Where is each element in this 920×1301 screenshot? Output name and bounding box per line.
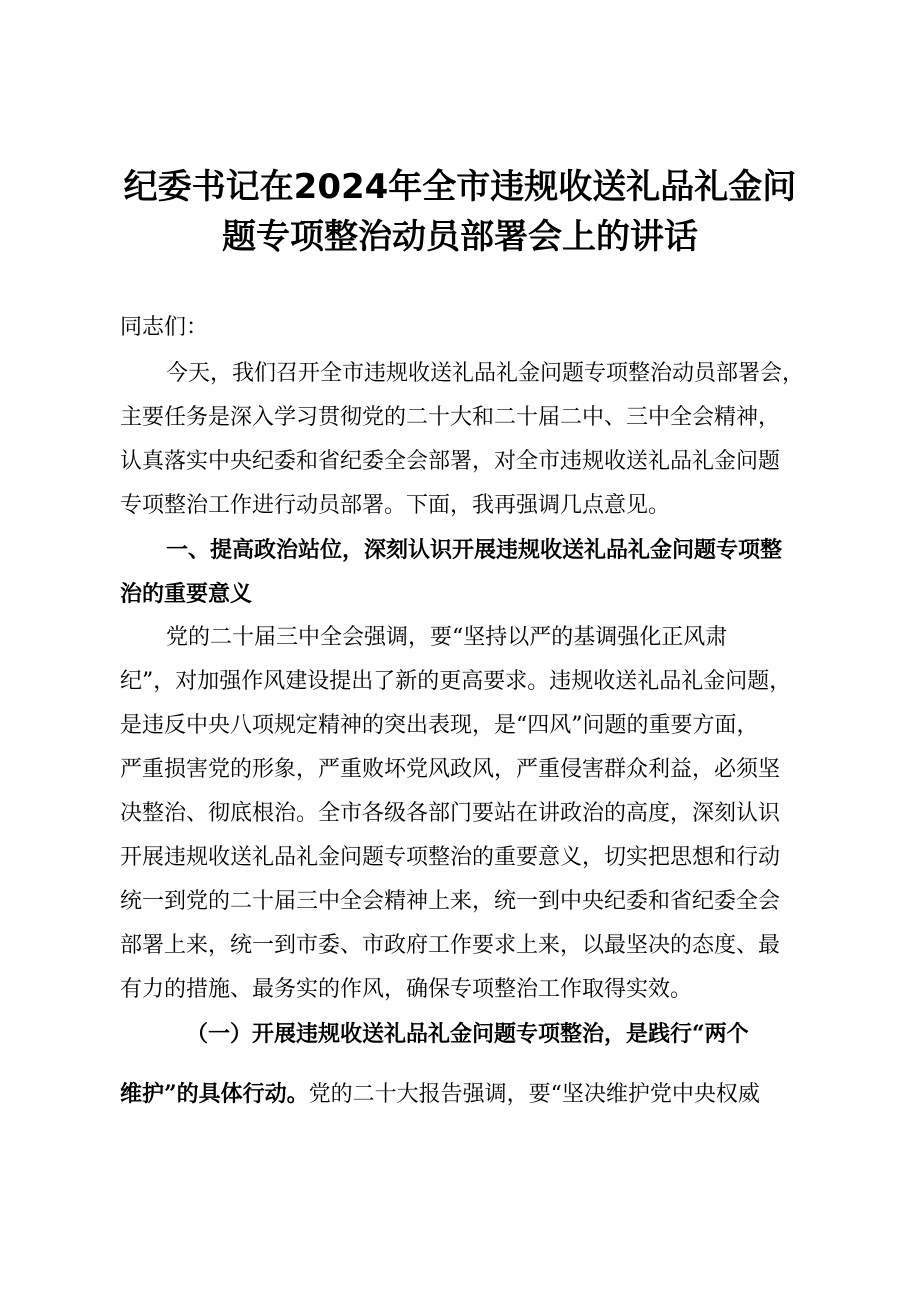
subsection-heading-line-1: （一）开展违规收送礼品礼金问题专项整治，是践行“两个 bbox=[186, 1021, 749, 1047]
paragraph-2-line-7: 统一到党的二十届三中全会精神上来，统一到中央纪委和省纪委全会 bbox=[120, 889, 781, 914]
paragraph-2-line-3: 是违反中央八项规定精神的突出表现，是“四风”问题的重要方面， bbox=[120, 713, 759, 738]
paragraph-2-line-8: 部署上来，统一到市委、市政府工作要求上来，以最坚决的态度、最 bbox=[120, 933, 781, 958]
greeting: 同志们： bbox=[120, 315, 209, 340]
paragraph-1-line-3: 认真落实中央纪委和省纪委全会部署，对全市违规收送礼品礼金问题 bbox=[120, 449, 781, 474]
paragraph-2-line-2: 纪”，对加强作风建设提出了新的更高要求。违规收送礼品礼金问题， bbox=[120, 669, 792, 694]
paragraph-2-line-1: 党的二十届三中全会强调，要“坚持以严的基调强化正风肃 bbox=[166, 625, 728, 650]
paragraph-2-line-9: 有力的措施、最务实的作风，确保专项整治工作取得实效。 bbox=[120, 977, 693, 1002]
paragraph-2-line-6: 开展违规收送礼品礼金问题专项整治的重要意义，切实把思想和行动 bbox=[120, 845, 781, 870]
document-title-line-2: 题专项整治动员部署会上的讲话 bbox=[222, 217, 698, 257]
subsection-body-start: 党的二十大报告强调，要“坚决维护党中央权威 bbox=[308, 1082, 760, 1107]
section-heading-line-2: 治的重要意义 bbox=[120, 581, 253, 607]
paragraph-1-line-2: 主要任务是深入学习贯彻党的二十大和二十届二中、三中全会精神， bbox=[120, 405, 781, 430]
subsection-heading-tail: 维护”的具体行动。 bbox=[120, 1081, 309, 1107]
document-title-line-1: 纪委书记在2024年全市违规收送礼品礼金问 bbox=[123, 167, 797, 207]
subsection-line-2 bbox=[120, 1078, 820, 1111]
paragraph-1-line-4: 专项整治工作进行动员部署。下面，我再强调几点意见。 bbox=[120, 493, 671, 518]
section-heading-line-1: 一、提高政治站位，深刻认识开展违规收送礼品礼金问题专项整 bbox=[166, 537, 783, 563]
paragraph-2-line-5: 决整治、彻底根治。全市各级各部门要站在讲政治的高度，深刻认识 bbox=[120, 801, 781, 826]
paragraph-1-line-1: 今天，我们召开全市违规收送礼品礼金问题专项整治动员部署会， bbox=[166, 361, 805, 386]
paragraph-2-line-4: 严重损害党的形象，严重败坏党风政风，严重侵害群众利益，必须坚 bbox=[120, 757, 781, 782]
